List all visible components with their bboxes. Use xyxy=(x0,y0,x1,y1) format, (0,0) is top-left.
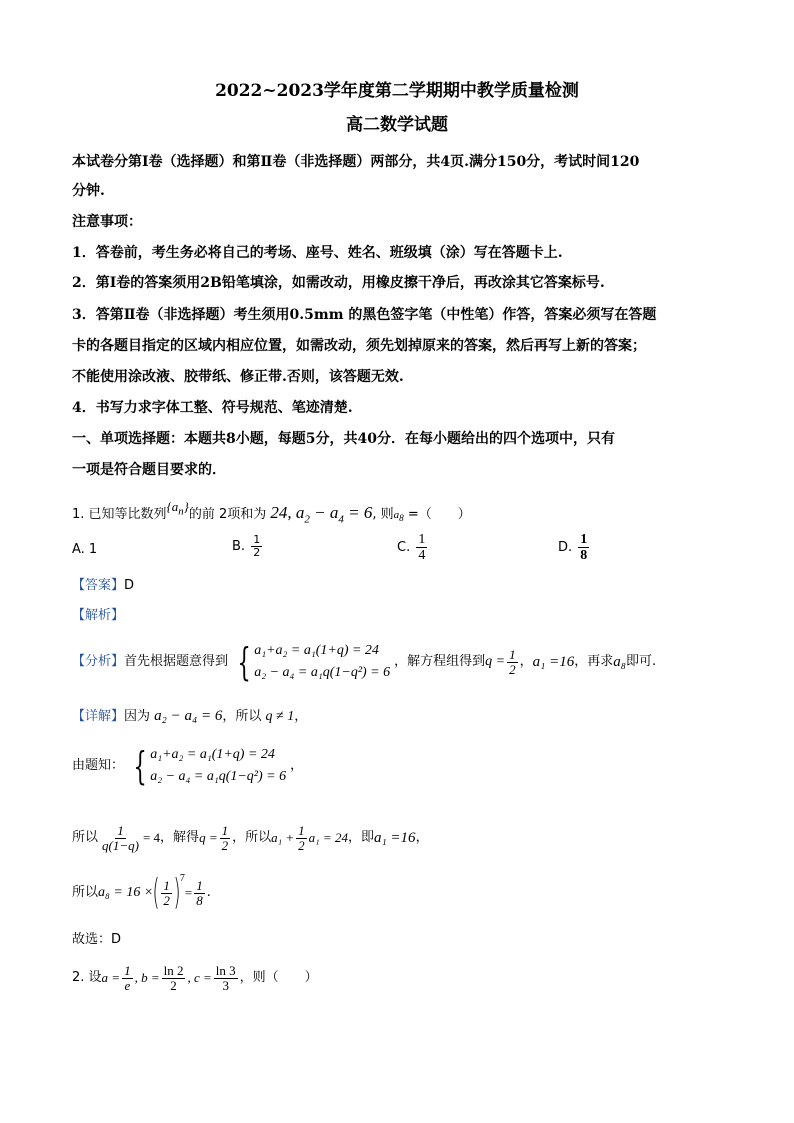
note-item-3-cont2: 不能使用涂改液、胶带纸、修正带.否则，该答题无效. xyxy=(72,369,404,385)
fenxi-a8: a₈ xyxy=(613,654,626,670)
q1-option-b-label: B. xyxy=(232,539,246,554)
frac-den: 2 xyxy=(253,546,261,559)
detail-mid: ，所以 xyxy=(222,709,262,724)
q1-ask xyxy=(393,509,404,524)
system-line-1: a₁+a₂ = a₁(1+q) = 24 xyxy=(254,643,379,658)
frac-den: 2 xyxy=(221,837,229,853)
notes-heading: 注意事项： xyxy=(72,214,142,230)
fenxi-pre: 首先根据题意得到 xyxy=(124,654,229,669)
detail-ne: q ≠ 1 xyxy=(265,709,295,724)
fenxi-q: q = xyxy=(485,654,506,669)
a1-half-frac xyxy=(296,824,307,853)
a1-sum-post: a₁ = 24 xyxy=(308,830,348,845)
comma: ， xyxy=(290,758,304,773)
q1-choose: 故选：D xyxy=(72,932,122,947)
paren-right-icon: ) xyxy=(173,872,181,913)
note-item-4: 4．书写力求字体工整、符号规范、笔迹清楚. xyxy=(72,400,353,416)
exam-subtitle: 高二数学试题 xyxy=(346,115,448,135)
q2-b-eq: , b = xyxy=(134,970,160,985)
note-item-3-cont: 卡的各题目指定的区域内相应位置，如需改动，须先划掉原来的答案，然后再写上新的答案； xyxy=(72,338,646,354)
q1-detail-line-1 xyxy=(72,706,728,727)
detail-eq: a₂ − a₄ = 6 xyxy=(154,708,223,724)
fenxi-system xyxy=(232,640,390,684)
frac-den: 8 xyxy=(196,892,203,908)
a1-16: a₁ =16 xyxy=(373,830,416,846)
q1-detail-line-3 xyxy=(72,816,728,860)
q1-option-c xyxy=(397,532,429,563)
a8-result-frac xyxy=(194,879,205,908)
so-label: 所以 xyxy=(72,830,99,845)
fenxi-end: 即可. xyxy=(625,654,657,669)
frac-num: 1 xyxy=(221,822,229,838)
q1-seq-close: } xyxy=(183,499,189,514)
exponent: 7 xyxy=(179,873,185,884)
end-comma: ， xyxy=(415,830,429,845)
answer-tag: 【答案】 xyxy=(72,578,125,593)
q1-option-d xyxy=(558,532,591,563)
system-line-2: a₂ − a₄ = a₁q(1−q²) = 6 xyxy=(150,769,287,784)
a1-sum-pre: a₁ + xyxy=(271,830,295,845)
q1-detail-line-4 xyxy=(72,866,728,920)
frac-den: q(1−q) xyxy=(102,837,139,853)
fenxi-a1: a₁ =16 xyxy=(532,654,575,670)
fenxi-mid: ，解方程组得到 xyxy=(394,654,486,669)
q1-option-c-frac xyxy=(416,532,427,563)
section-heading-2: 一项是符合题目要求的． xyxy=(72,462,226,478)
q1-condition: 24, $a_2 - a_4 = 6$ xyxy=(270,503,373,526)
q2-prefix: 2. 设 xyxy=(72,970,102,985)
system-line-2: a₂ − a₄ = a₁q(1−q²) = 6 xyxy=(254,665,391,680)
q1-mid: 的前 2项和为 xyxy=(188,507,267,522)
detail-tag: 【详解】 xyxy=(72,709,125,724)
frac-den: 3 xyxy=(222,977,229,993)
given-label: 由题知： xyxy=(72,758,125,773)
frac-num: 1 xyxy=(253,533,261,546)
frac-den: 2 xyxy=(509,661,516,677)
q1-option-b xyxy=(232,534,264,559)
q2-a-eq: a = xyxy=(101,970,121,985)
a8-line-pre: 所以 xyxy=(72,885,99,900)
eq-4: = 4 xyxy=(142,830,161,845)
frac-den: 4 xyxy=(418,548,426,563)
solve-label: ，解得 xyxy=(160,830,200,845)
detail-frac xyxy=(100,824,141,853)
q1-option-b-frac xyxy=(251,534,262,559)
note-item-2: 2．第Ⅰ卷的答案须用2B铅笔填涂，如需改动，用橡皮擦干净后，再改涂其它答案标号. xyxy=(72,275,605,291)
q-value: q = xyxy=(199,830,218,845)
detail-pre: 因为 xyxy=(124,709,151,724)
q2-b-frac xyxy=(162,964,186,993)
fenxi-q-frac xyxy=(507,648,518,677)
frac-num: 1 xyxy=(509,646,516,662)
frac-num: 1 xyxy=(117,822,124,838)
q1-cond-tail: , 则 xyxy=(372,507,394,522)
section-heading-1: 一、单项选择题：本题共8小题，每题5分，共40分．在每小题给出的四个选项中，只有 xyxy=(72,431,615,447)
frac-num: 1 xyxy=(124,962,131,978)
so2-label: ，所以 xyxy=(232,830,272,845)
intro-line-2: 分钟. xyxy=(72,183,105,199)
q1-option-d-label: D. xyxy=(558,540,573,555)
frac-num: 1 xyxy=(418,532,426,547)
q1-option-a: A. 1 xyxy=(72,542,98,557)
q1-seq-open: {a xyxy=(166,499,179,514)
a8-half-frac xyxy=(161,879,172,908)
brace-icon: { xyxy=(133,744,147,788)
frac-num: ln 2 xyxy=(163,962,184,978)
exam-title: 2022~2023学年度第二学期期中教学质量检测 xyxy=(215,81,579,101)
q1-seq xyxy=(166,499,189,518)
frac-num: 1 xyxy=(580,532,588,547)
q-half-frac xyxy=(220,824,231,853)
note-item-3: 3．答第Ⅱ卷（非选择题）考生须用0.5mm 的黑色签字笔（中性笔）作答，答案必须写在答题 xyxy=(72,307,657,323)
period: . xyxy=(206,885,211,900)
system-lines xyxy=(150,744,286,788)
frac-den: e xyxy=(124,977,131,993)
q2-tail: ，则（ ） xyxy=(239,970,318,985)
intro-line-1: 本试卷分第Ⅰ卷（选择题）和第Ⅱ卷（非选择题）两部分，共4页.满分150分，考试时间120 xyxy=(72,154,640,170)
q1-detail-system xyxy=(72,738,728,794)
q1-fenxi: 【分析】 首先根据题意得到 { a₁+a₂ = a₁(1+q) = 24 a₂ − a₄ = a₁q(1−q²) = 6 ，解方程组得到 q = $\frac{1}{2}$ ， a₁ =16 ，再求 a₈ 即可. xyxy=(72,640,657,684)
q2-c-eq: , c = xyxy=(187,970,212,985)
frac-num: 1 xyxy=(196,877,203,893)
q1-ask-sub: 8 xyxy=(399,513,404,524)
q1-ask-tail: =（ ） xyxy=(403,507,471,522)
q1-ask-a: a xyxy=(393,509,400,521)
frac-num: ln 3 xyxy=(215,962,236,978)
q2-c-frac xyxy=(214,964,238,993)
frac-den: 2 xyxy=(170,977,177,993)
eq-sign: = xyxy=(184,885,193,900)
frac-num: 1 xyxy=(298,822,305,838)
fenxi-tag: 【分析】 xyxy=(72,654,125,669)
detail-system xyxy=(128,744,286,788)
q1-seq-sub: n xyxy=(178,505,184,518)
q1-option-c-label: C. xyxy=(397,540,411,555)
detail-end: ， xyxy=(294,709,308,724)
q1-option-d-frac xyxy=(578,532,589,563)
frac-den: 8 xyxy=(580,548,588,563)
frac-den: 2 xyxy=(163,892,170,908)
q1-prefix: 1. 已知等比数列 xyxy=(72,507,167,522)
a8-expr: a₈ = 16 × xyxy=(98,885,154,900)
answer-value: D xyxy=(124,578,135,593)
question-1-stem xyxy=(72,499,728,529)
paren-left-icon: ( xyxy=(152,872,160,913)
frac-num: 1 xyxy=(163,877,170,893)
brace-icon: { xyxy=(237,640,251,684)
ji-label: ，即 xyxy=(347,830,374,845)
q2-a-frac xyxy=(122,964,133,993)
note-item-1: 1．答卷前，考生务必将自己的考场、座号、姓名、班级填（涂）写在答题卡上. xyxy=(72,245,563,261)
system-line-1: a₁+a₂ = a₁(1+q) = 24 xyxy=(150,747,275,762)
system-lines xyxy=(254,640,390,684)
q1-analysis-tag: 【解析】 xyxy=(72,608,125,623)
question-2-stem xyxy=(72,958,728,998)
q1-answer xyxy=(72,576,728,596)
frac-den: 2 xyxy=(298,837,305,853)
q1-cond-a: 24, a xyxy=(270,503,305,522)
fenxi-post: ，再求 xyxy=(574,654,614,669)
